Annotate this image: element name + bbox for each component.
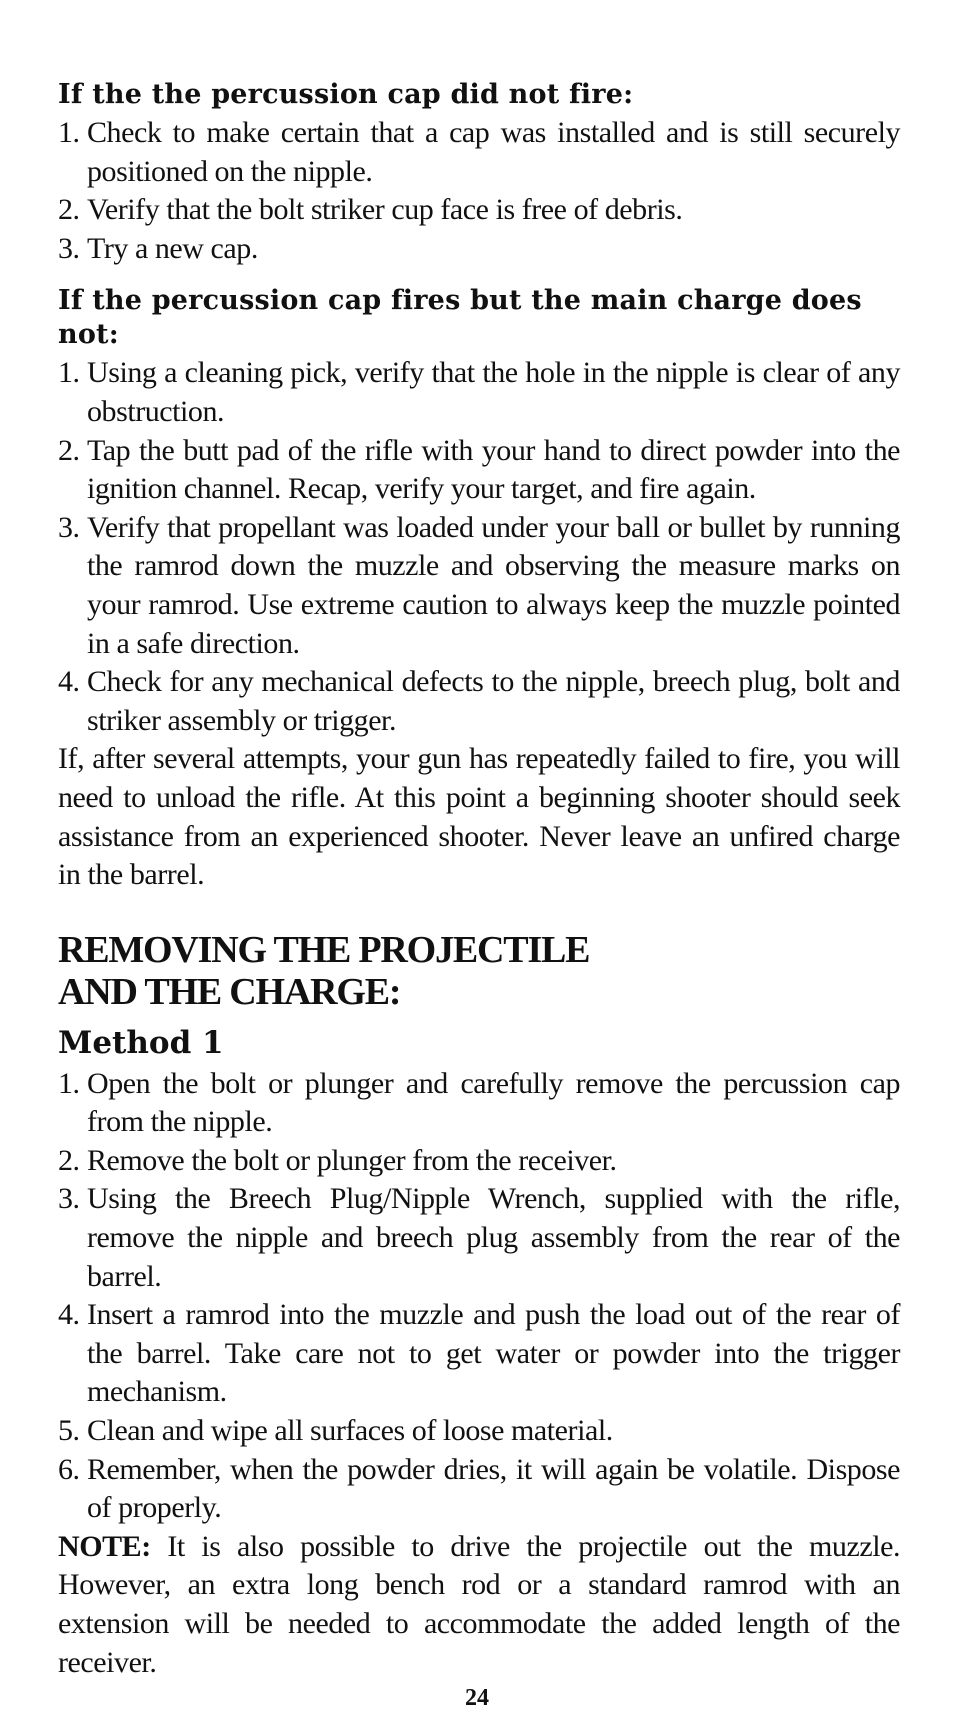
step-text: Remove the bolt or plunger from the receiver.: [87, 1143, 617, 1177]
note-paragraph: [58, 1528, 900, 1682]
list-item: [58, 663, 900, 740]
list-item: [58, 1065, 900, 1142]
step-text: Using a cleaning pick, verify that the hole in the nipple is clear of any obstruction.: [87, 356, 900, 428]
list-item: [58, 354, 900, 431]
step-number: 1.: [58, 116, 80, 149]
list-item: [58, 509, 900, 663]
cap-misfire-heading: If the the percussion cap did not fire:: [58, 79, 634, 110]
list-item: [58, 1296, 900, 1412]
step-text: Try a new cap.: [87, 231, 258, 265]
step-text: Check for any mechanical defects to the nipple, breech plug, bolt and striker assembly or trigger.: [87, 665, 900, 737]
list-item: [58, 1412, 900, 1451]
step-number: 5.: [58, 1414, 80, 1448]
charge-misfire-steps: [58, 354, 900, 740]
list-item: [58, 114, 900, 191]
removal-steps: [58, 1065, 900, 1528]
step-text: Check to make certain that a cap was installed and is still securely positioned on the nipple.: [87, 116, 900, 188]
step-text: Verify that propellant was loaded under your ball or bullet by running the ramrod down the muzzle and observing the measure marks on your ramrod. Use extreme caution to always keep the muzzle pointed in a safe direction.: [87, 510, 900, 660]
list-item: [58, 1142, 900, 1181]
step-text: Verify that the bolt striker cup face is free of debris.: [87, 193, 683, 227]
step-text: Tap the butt pad of the rifle with your hand to direct powder into the ignition channel. Recap, verify your target, and fire again.: [87, 433, 900, 506]
manual-page: [58, 78, 900, 1682]
list-item: [58, 432, 900, 509]
list-item: [58, 1451, 900, 1528]
step-text: Insert a ramrod into the muzzle and push the load out of the rear of the barrel. Take care not to get water or powder into the trigger mechanism.: [87, 1298, 900, 1409]
step-number: 6.: [58, 1452, 80, 1486]
section-title-line1: REMOVING THE PROJECTILE: [58, 928, 590, 971]
step-text: Remember, when the powder dries, it will again be volatile. Dispose of properly.: [87, 1452, 900, 1525]
list-item: [58, 1180, 900, 1296]
step-text: Using the Breech Plug/Nipple Wrench, supplied with the rifle, remove the nipple and breech plug assembly from the rear of the barrel.: [87, 1182, 900, 1293]
step-number: 2.: [58, 1143, 80, 1177]
section-title-line2: AND THE CHARGE:: [58, 970, 401, 1013]
note-label: NOTE:: [58, 1529, 151, 1563]
note-text: It is also possible to drive the projectile out the muzzle. However, an extra long bench rod or a standard ramrod with an extension will be needed to accommodate the added length of the receiver.: [58, 1529, 900, 1679]
step-number: 3.: [58, 231, 80, 265]
step-number: 2.: [58, 433, 80, 467]
cap-misfire-steps: [58, 114, 900, 268]
step-number: 2.: [58, 193, 80, 227]
step-text: Open the bolt or plunger and carefully remove the percussion cap from the nipple.: [87, 1066, 900, 1139]
method-title: Method 1: [58, 1024, 224, 1061]
step-number: 3.: [58, 1182, 80, 1216]
step-number: 1.: [58, 356, 80, 390]
step-number: 4.: [58, 1298, 80, 1332]
page-number: 24: [465, 1685, 489, 1711]
misfire-closing-paragraph: If, after several attempts, your gun has repeatedly failed to fire, you will need to unload the rifle. At this point a beginning shooter should seek assistance from an experienced shooter. Never leave an unfired charge in the barrel.: [58, 742, 900, 892]
section-title: [58, 929, 900, 1013]
step-number: 4.: [58, 665, 80, 699]
step-number: 3.: [58, 510, 80, 544]
charge-misfire-heading: If the percussion cap fires but the main charge does not:: [58, 285, 862, 351]
step-number: 1.: [58, 1066, 80, 1100]
list-item: [58, 230, 900, 269]
list-item: [58, 191, 900, 230]
step-text: Clean and wipe all surfaces of loose material.: [87, 1414, 613, 1448]
